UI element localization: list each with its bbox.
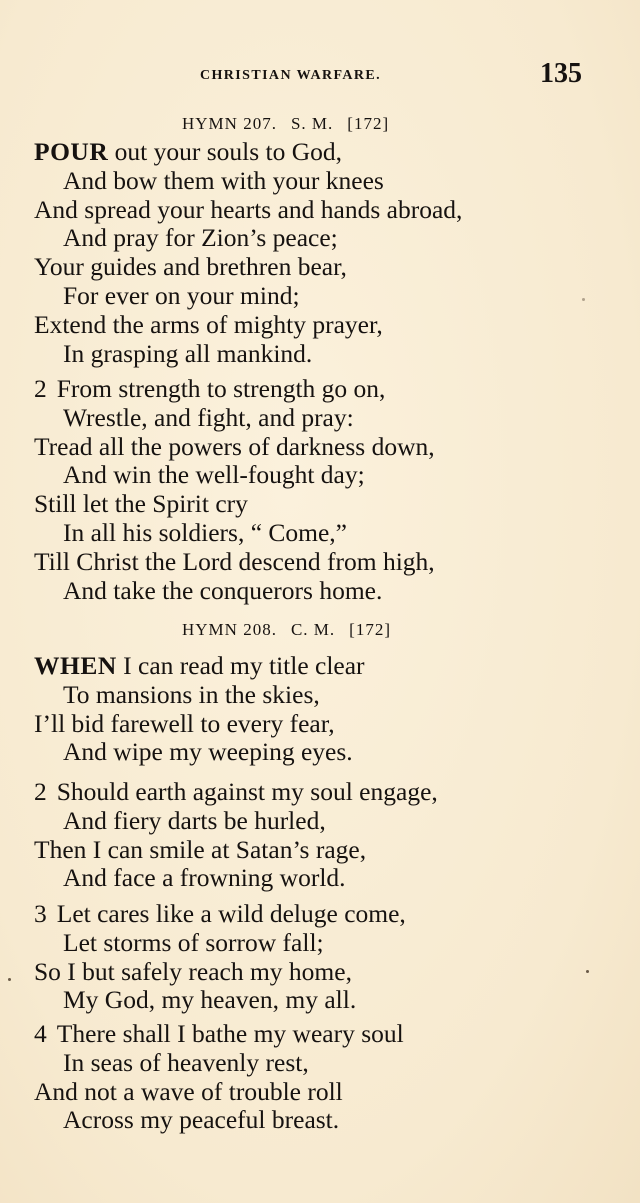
verse-line: To mansions in the skies,	[63, 679, 320, 709]
verse-line: And take the conquerors home.	[63, 575, 383, 605]
hymn-meter: S. M.	[290, 114, 334, 133]
verse-line	[34, 778, 624, 807]
verse-line: Wrestle, and fight, and pray:	[63, 402, 354, 432]
verse-line: And win the well-fought day;	[63, 460, 365, 490]
verse-line	[34, 652, 624, 681]
paper-speck	[586, 970, 589, 973]
verse-line: In grasping all mankind.	[63, 338, 313, 368]
verse-line: Till Christ the Lord descend from high,	[34, 546, 435, 576]
verse-number: 4	[34, 1019, 47, 1048]
line-text: Should earth against my soul engage,	[56, 777, 438, 806]
hymn-208-heading	[182, 620, 405, 640]
verse-number: 2	[34, 777, 47, 806]
verse-line: My God, my heaven, my all.	[63, 985, 357, 1015]
verse-line	[34, 375, 624, 404]
verse-line: And pray for Zion’s peace;	[63, 223, 338, 253]
verse-line: Your guides and brethren bear,	[34, 252, 347, 282]
paper-speck	[8, 978, 11, 981]
verse-line: Let storms of sorrow fall;	[63, 927, 324, 957]
hymn-title: HYMN 208.	[182, 620, 277, 639]
verse-line: In seas of heavenly rest,	[63, 1047, 309, 1077]
first-word: WHEN	[34, 651, 117, 680]
verse-number: 2	[34, 374, 47, 403]
verse-line	[34, 138, 624, 167]
paper-speck	[582, 298, 585, 301]
verse-line: In all his soldiers, “ Come,”	[63, 517, 347, 547]
hymn-207-verse-1	[34, 138, 624, 368]
verse-line: And wipe my weeping eyes.	[63, 737, 353, 767]
line-text: From strength to strength go on,	[56, 374, 386, 403]
verse-number: 3	[34, 899, 47, 928]
line-text: There shall I bathe my weary soul	[56, 1019, 404, 1048]
verse-line: And face a frowning world.	[63, 863, 346, 893]
hymn-207-heading	[182, 114, 403, 134]
verse-line: For ever on your mind;	[63, 280, 300, 310]
verse-line: Across my peaceful breast.	[63, 1105, 340, 1135]
hymn-208-verse-1	[34, 652, 624, 767]
line-text: I can read my title clear	[116, 651, 365, 680]
hymn-208-verse-3	[34, 900, 624, 1015]
verse-line	[34, 900, 624, 929]
hymn-207-verse-2	[34, 375, 624, 605]
first-word: POUR	[34, 137, 109, 166]
running-head: CHRISTIAN WARFARE.	[200, 68, 382, 83]
hymn-tune: [172]	[347, 114, 390, 133]
line-text: Let cares like a wild deluge come,	[56, 899, 406, 928]
verse-line: And spread your hearts and hands abroad,	[34, 194, 463, 224]
hymn-title: HYMN 207.	[182, 114, 277, 133]
verse-line: Then I can smile at Satan’s rage,	[34, 834, 367, 864]
hymn-tune: [172]	[349, 620, 391, 639]
verse-line: Tread all the powers of darkness down,	[34, 431, 435, 461]
verse-line: So I but safely reach my home,	[34, 956, 352, 986]
hymn-meter: C. M.	[290, 620, 336, 639]
verse-line: And fiery darts be hurled,	[63, 805, 326, 835]
verse-line: And not a wave of trouble roll	[34, 1076, 343, 1106]
verse-line	[34, 1020, 624, 1049]
verse-line: Extend the arms of mighty prayer,	[34, 309, 383, 339]
line-text: out your souls to God,	[108, 137, 343, 166]
page-number: 135	[540, 58, 582, 89]
verse-line: And bow them with your knees	[63, 165, 384, 195]
hymn-208-verse-4	[34, 1020, 624, 1135]
verse-line: Still let the Spirit cry	[34, 489, 248, 519]
hymn-208-verse-2	[34, 778, 624, 893]
verse-line: I’ll bid farewell to every fear,	[34, 708, 335, 738]
